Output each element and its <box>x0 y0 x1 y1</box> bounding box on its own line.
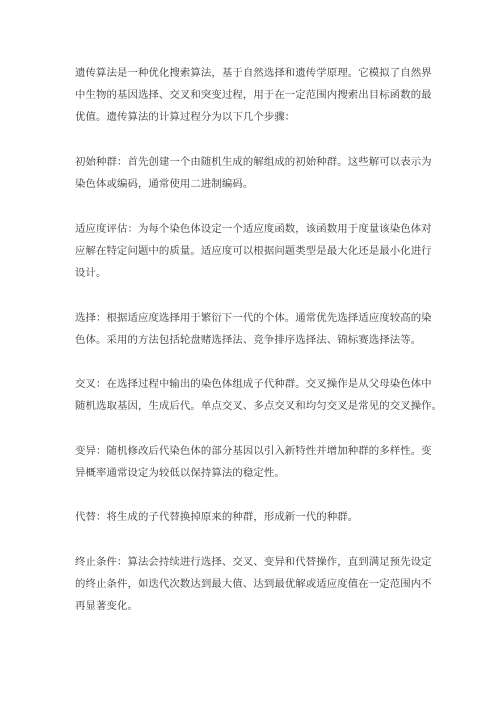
paragraph-mutation <box>75 440 432 484</box>
paragraph-line: 随机选取基因，生成后代。单点交叉、多点交叉和均匀交叉是常见的交叉操作。 <box>75 400 443 412</box>
paragraph-replacement <box>75 506 358 528</box>
paragraph-line: 终止条件：算法会持续进行选择、交叉、变异和代替操作，直到满足预先设定 <box>75 556 432 568</box>
paragraph-line: 初始种群：首先创建一个由随机生成的解组成的初始种群。这些解可以表示为 <box>75 156 432 168</box>
paragraph-line: 染色体或编码，通常使用二进制编码。 <box>75 178 254 190</box>
paragraph-line: 中生物的基因选择、交叉和突变过程，用于在一定范围内搜索出目标函数的最 <box>75 89 432 101</box>
paragraph-line: 的终止条件，如迭代次数达到最大值、达到最优解或适应度值在一定范围内不 <box>75 578 432 590</box>
paragraph-line: 适应度评估：为每个染色体设定一个适应度函数，该函数用于度量该染色体对 <box>75 223 432 235</box>
paragraph-termination <box>75 551 432 617</box>
paragraph-line: 交叉：在选择过程中输出的染色体组成子代种群。交叉操作是从父母染色体中 <box>75 378 432 390</box>
paragraph-intro <box>75 62 432 128</box>
paragraph-line: 代替：将生成的子代替换掉原来的种群，形成新一代的种群。 <box>75 511 359 523</box>
paragraph-selection <box>75 307 432 351</box>
paragraph-line: 优值。遗传算法的计算过程分为以下几个步骤： <box>75 111 296 123</box>
paragraph-initial-population <box>75 151 432 195</box>
paragraph-fitness-evaluation <box>75 218 432 284</box>
paragraph-line: 色体。采用的方法包括轮盘赌选择法、竞争排序选择法、锦标赛选择法等。 <box>75 334 422 346</box>
paragraph-line: 应解在特定问题中的质量。适应度可以根据问题类型是最大化还是最小化进行 <box>75 245 432 257</box>
paragraph-crossover <box>75 373 442 417</box>
paragraph-line: 遗传算法是一种优化搜索算法，基于自然选择和遗传学原理。它模拟了自然界 <box>75 67 432 79</box>
paragraph-line: 选择：根据适应度选择用于繁衍下一代的个体。通常优先选择适应度较高的染 <box>75 312 432 324</box>
paragraph-line: 设计。 <box>75 267 107 279</box>
paragraph-line: 再显著变化。 <box>75 600 138 612</box>
paragraph-line: 变异：随机修改后代染色体的部分基因以引入新特性并增加种群的多样性。变 <box>75 445 432 457</box>
paragraph-line: 异概率通常设定为较低以保持算法的稳定性。 <box>75 467 285 479</box>
